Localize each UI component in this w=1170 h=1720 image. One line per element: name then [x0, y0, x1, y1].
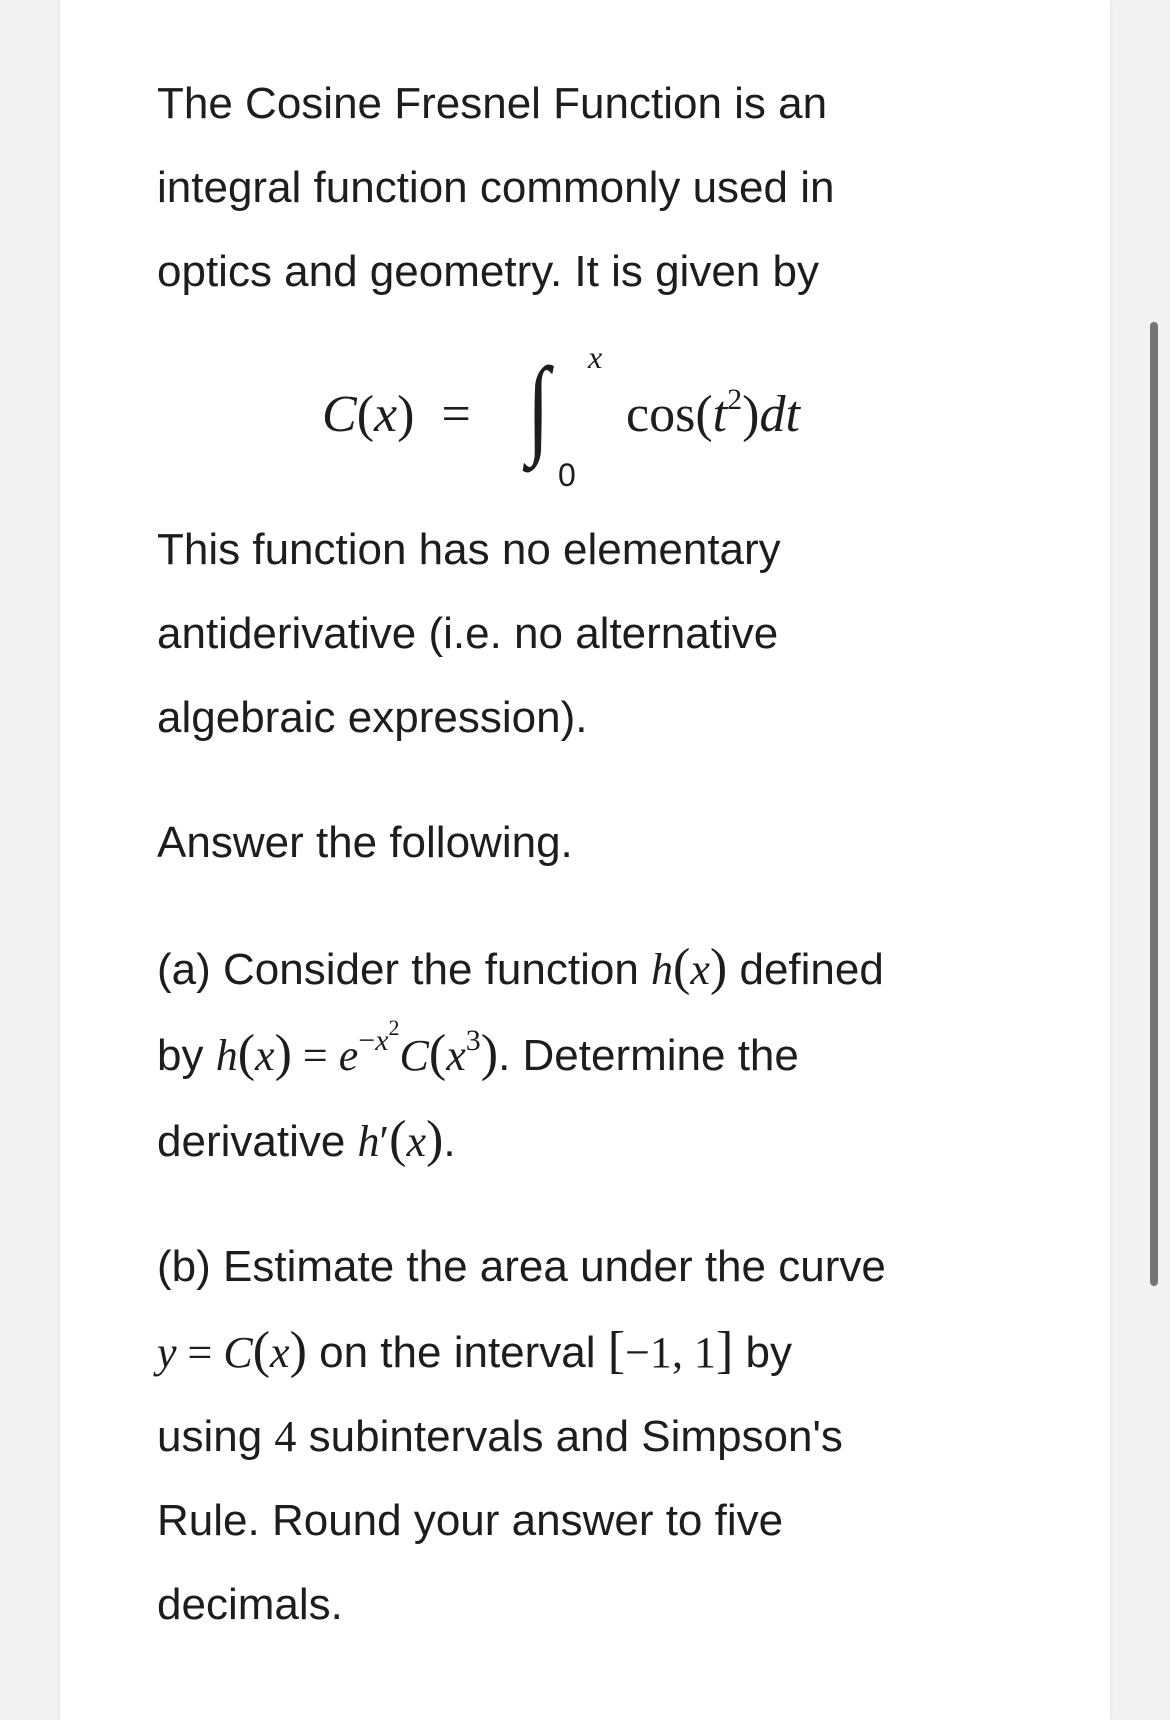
part-b-rule: Rule. Round your answer to five — [157, 1496, 784, 1545]
intro-line-2: integral function commonly used in — [157, 163, 835, 212]
spacer — [157, 1184, 1037, 1225]
h-definition: $h(x) = e^{-x^2}C(x^3)$ — [215, 1015, 499, 1082]
spacer — [157, 885, 1037, 926]
note-line-1: This function has no elementary — [157, 525, 781, 574]
h-of-x: h(x) — [651, 939, 728, 996]
part-b — [157, 1225, 1037, 1647]
upper-limit: x — [588, 339, 603, 375]
integrand: $\cos(t^2)dt$ — [626, 382, 800, 443]
part-a-by: by — [157, 1031, 204, 1080]
intro-line-1: The Cosine Fresnel Function is an — [157, 79, 828, 128]
curve-eq: y = C(x) — [157, 1322, 307, 1379]
part-a-period: . — [443, 1117, 456, 1166]
intro-line-3: optics and geometry. It is given by — [157, 247, 819, 296]
interval-a: −1 — [625, 1328, 672, 1377]
part-a-derivative: derivative — [157, 1117, 346, 1166]
part-b-decimals: decimals. — [157, 1580, 343, 1629]
instruction: Answer the following. — [157, 818, 573, 867]
integral-sign: ∫ — [527, 345, 550, 467]
part-b-by: by — [745, 1328, 792, 1377]
intro-paragraph — [157, 62, 1037, 314]
note-line-2: antiderivative (i.e. no alternative — [157, 609, 779, 658]
part-b-on-interval: on the interval — [319, 1328, 596, 1377]
part-a-defined: defined — [739, 945, 884, 994]
interval: [−1, 1] — [607, 1322, 734, 1379]
note-paragraph — [157, 508, 1037, 760]
part-a-label: (a) Consider the function — [157, 945, 639, 994]
note-line-3: algebraic expression). — [157, 693, 588, 742]
lower-limit: 0 — [558, 457, 576, 493]
part-b-using: using — [157, 1412, 263, 1461]
spacer — [157, 760, 1037, 801]
subinterval-count: 4 — [274, 1412, 297, 1461]
equation-lhs: C(x) = — [322, 386, 471, 443]
fresnel-equation — [322, 339, 882, 495]
part-b-label: (b) Estimate the area under the curve — [157, 1242, 886, 1291]
problem-text — [157, 62, 1037, 1647]
part-a — [157, 926, 1037, 1184]
part-b-subintervals: subintervals and Simpson's — [308, 1412, 843, 1461]
interval-b: 1 — [693, 1328, 716, 1377]
h-prime: h′(x) — [357, 1111, 444, 1168]
scrollbar[interactable] — [1150, 322, 1158, 1286]
part-a-determine: . Determine the — [498, 1031, 799, 1080]
